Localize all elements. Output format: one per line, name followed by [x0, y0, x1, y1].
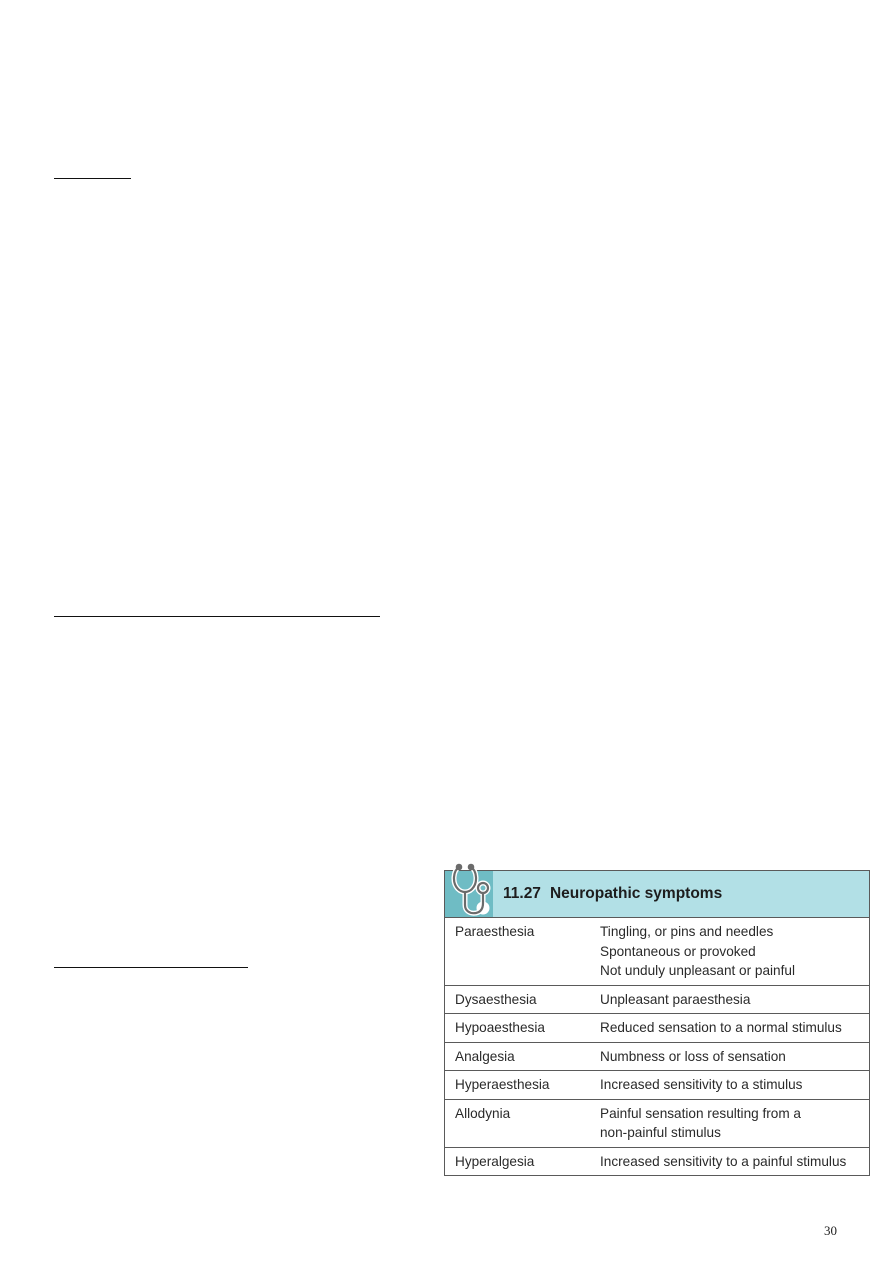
table-row [445, 918, 869, 985]
table-row [445, 1042, 869, 1071]
definition-line: Numbness or loss of sensation [600, 1048, 786, 1064]
symptom-definition [590, 1147, 869, 1175]
table-row [445, 1099, 869, 1147]
symptom-term: Dysaesthesia [455, 991, 537, 1007]
box-number: 11.27 [503, 885, 541, 902]
definition-line: Reduced sensation to a normal stimulus [600, 1020, 842, 1035]
symptom-definition [590, 985, 869, 1014]
table-row [445, 1014, 869, 1043]
table-row [445, 1147, 869, 1175]
definition-line: non-painful stimulus [600, 1125, 721, 1140]
heading-underline-2 [54, 616, 380, 617]
box-title-text: Neuropathic symptoms [549, 885, 723, 902]
symptom-definition [590, 1099, 869, 1147]
symptom-term: Paraesthesia [455, 924, 535, 939]
stethoscope-icon [449, 863, 495, 919]
box-header [445, 871, 869, 918]
symptom-definition [590, 1014, 869, 1043]
definition-line: Unpleasant paraesthesia [600, 991, 751, 1007]
icon-cell [445, 871, 493, 917]
table-row [445, 985, 869, 1014]
symptom-definition [590, 1071, 869, 1100]
heading-underline-1 [54, 178, 131, 179]
table-row [445, 1071, 869, 1100]
symptom-definition [590, 918, 869, 985]
symptoms-table [445, 918, 869, 1175]
page-number: 30 [824, 1223, 837, 1238]
definition-line: Tingling, or pins and needles [600, 924, 774, 939]
neuropathic-symptoms-box [444, 870, 870, 1176]
box-title [503, 871, 722, 917]
symptom-term: Allodynia [455, 1105, 511, 1121]
definition-line: Not unduly unpleasant or painful [600, 963, 795, 978]
definition-line: Increased sensitivity to a painful stimulus [600, 1153, 847, 1169]
symptom-definition [590, 1042, 869, 1071]
heading-underline-3 [54, 967, 248, 968]
symptom-term: Hyperaesthesia [455, 1077, 550, 1092]
symptom-term: Hypoaesthesia [455, 1020, 545, 1035]
symptom-term: Hyperalgesia [455, 1153, 535, 1169]
definition-line: Painful sensation resulting from a [600, 1105, 801, 1121]
definition-line: Spontaneous or provoked [600, 943, 756, 959]
symptom-term: Analgesia [455, 1048, 515, 1064]
definition-line: Increased sensitivity to a stimulus [600, 1077, 803, 1092]
